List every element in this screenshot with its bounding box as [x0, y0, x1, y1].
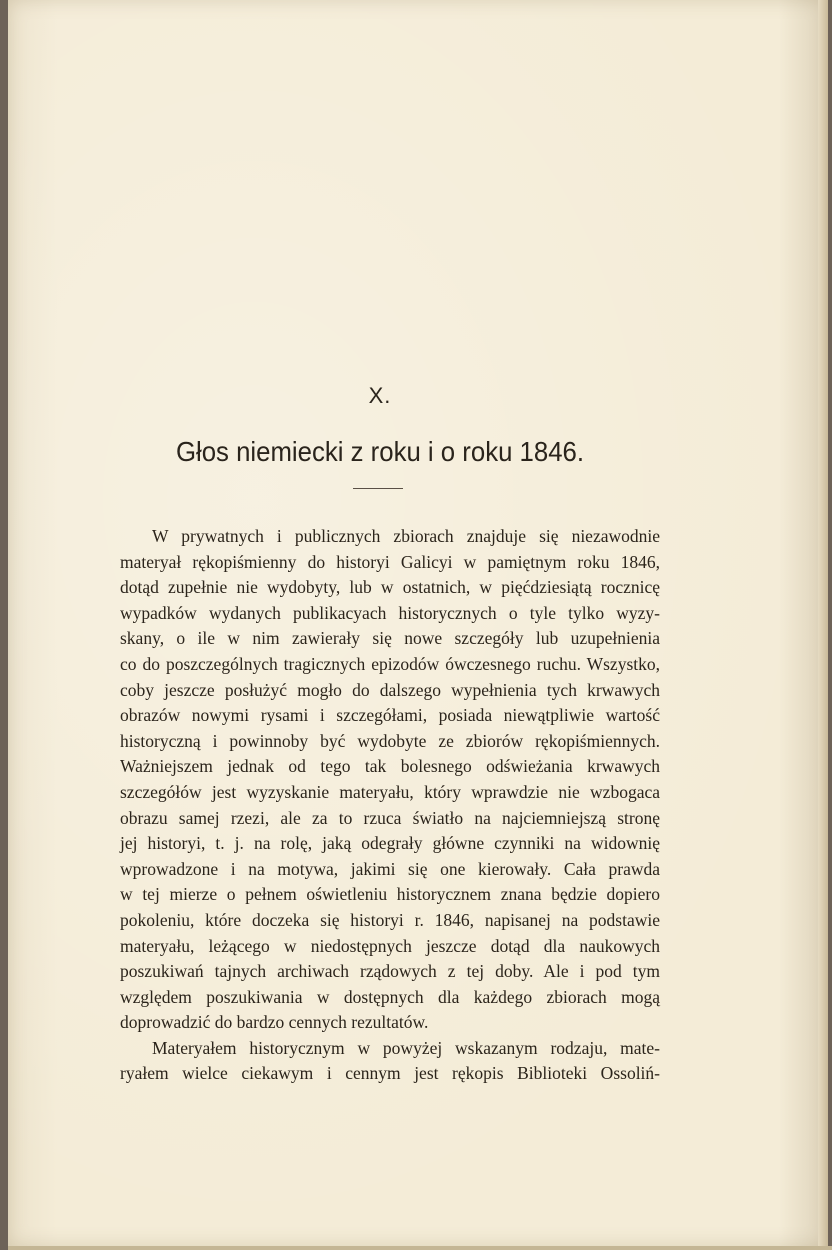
text-line: dotąd zupełnie nie wydobyty, lub w ostatnich, w pięćdziesiątą rocznicę: [120, 577, 660, 598]
title-divider: [353, 488, 403, 489]
text-line: materyału, leżącego w niedostępnych jeszcze dotąd dla naukowych: [120, 935, 660, 956]
text-line: w tej mierze o pełnem oświetleniu historycznem znana będzie dopiero: [120, 884, 660, 905]
text-line: doprowadzić do bardzo cennych rezultatów.: [120, 1012, 429, 1033]
text-line: historyczną i powinnoby być wydobyte ze zbiorów rękopiśmiennych.: [120, 730, 660, 751]
text-line: materyał rękopiśmienny do historyi Galicyi w pamiętnym roku 1846,: [120, 551, 660, 572]
text-line: poszukiwań tajnych archiwach rządowych z tej doby. Ale i pod tym: [120, 961, 660, 982]
page-bottom-edge: [8, 1246, 832, 1250]
text-line: szczegółów jest wyzyskanie materyału, który wprawdzie nie wzbogaca: [120, 781, 660, 802]
text-line: wprowadzone i na motywa, jakimi się one kierowały. Cała prawda: [120, 858, 660, 879]
text-line: wypadków wydanych publikacyach historycznych o tyle tylko wyzy-: [120, 602, 660, 623]
body-text: [120, 524, 660, 1087]
text-line: W prywatnych i publicznych zbiorach znajduje się niezawodnie: [152, 526, 660, 546]
text-line: jej historyi, t. j. na rolę, jaką odegrały główne czynniki na widownię: [120, 833, 660, 854]
book-page: [8, 0, 828, 1246]
text-line: obrazów nowymi rysami i szczegółami, posiada niewątpliwie wartość: [120, 705, 660, 726]
text-line: ryałem wielce ciekawym i cennym jest rękopis Biblioteki Ossoliń-: [120, 1063, 660, 1084]
text-line: coby jeszcze posłużyć mogło do dalszego wypełnienia tych krwawych: [120, 679, 660, 700]
chapter-number: X.: [368, 383, 392, 408]
text-line: co do poszczególnych tragicznych epizodów ówczesnego ruchu. Wszystko,: [120, 653, 660, 674]
text-line: Materyałem historycznym w powyżej wskazanym rodzaju, mate-: [152, 1037, 660, 1058]
page-edge: [818, 0, 828, 1246]
chapter-title: Głos niemiecki z roku i o roku 1846.: [175, 436, 585, 467]
text-line: względem poszukiwania w dostępnych dla każdego zbiorach mogą: [120, 986, 660, 1007]
text-line: Ważniejszem jednak od tego tak bolesnego odświeżania krwawych: [120, 756, 660, 777]
text-line: skany, o ile w nim zawierały się nowe szczegóły lub uzupełnienia: [120, 628, 660, 649]
text-line: pokoleniu, które doczeka się historyi r. 1846, napisanej na podstawie: [120, 909, 660, 930]
text-line: obrazu samej rzezi, ale za to rzuca światło na najciemniejszą stronę: [120, 807, 660, 828]
